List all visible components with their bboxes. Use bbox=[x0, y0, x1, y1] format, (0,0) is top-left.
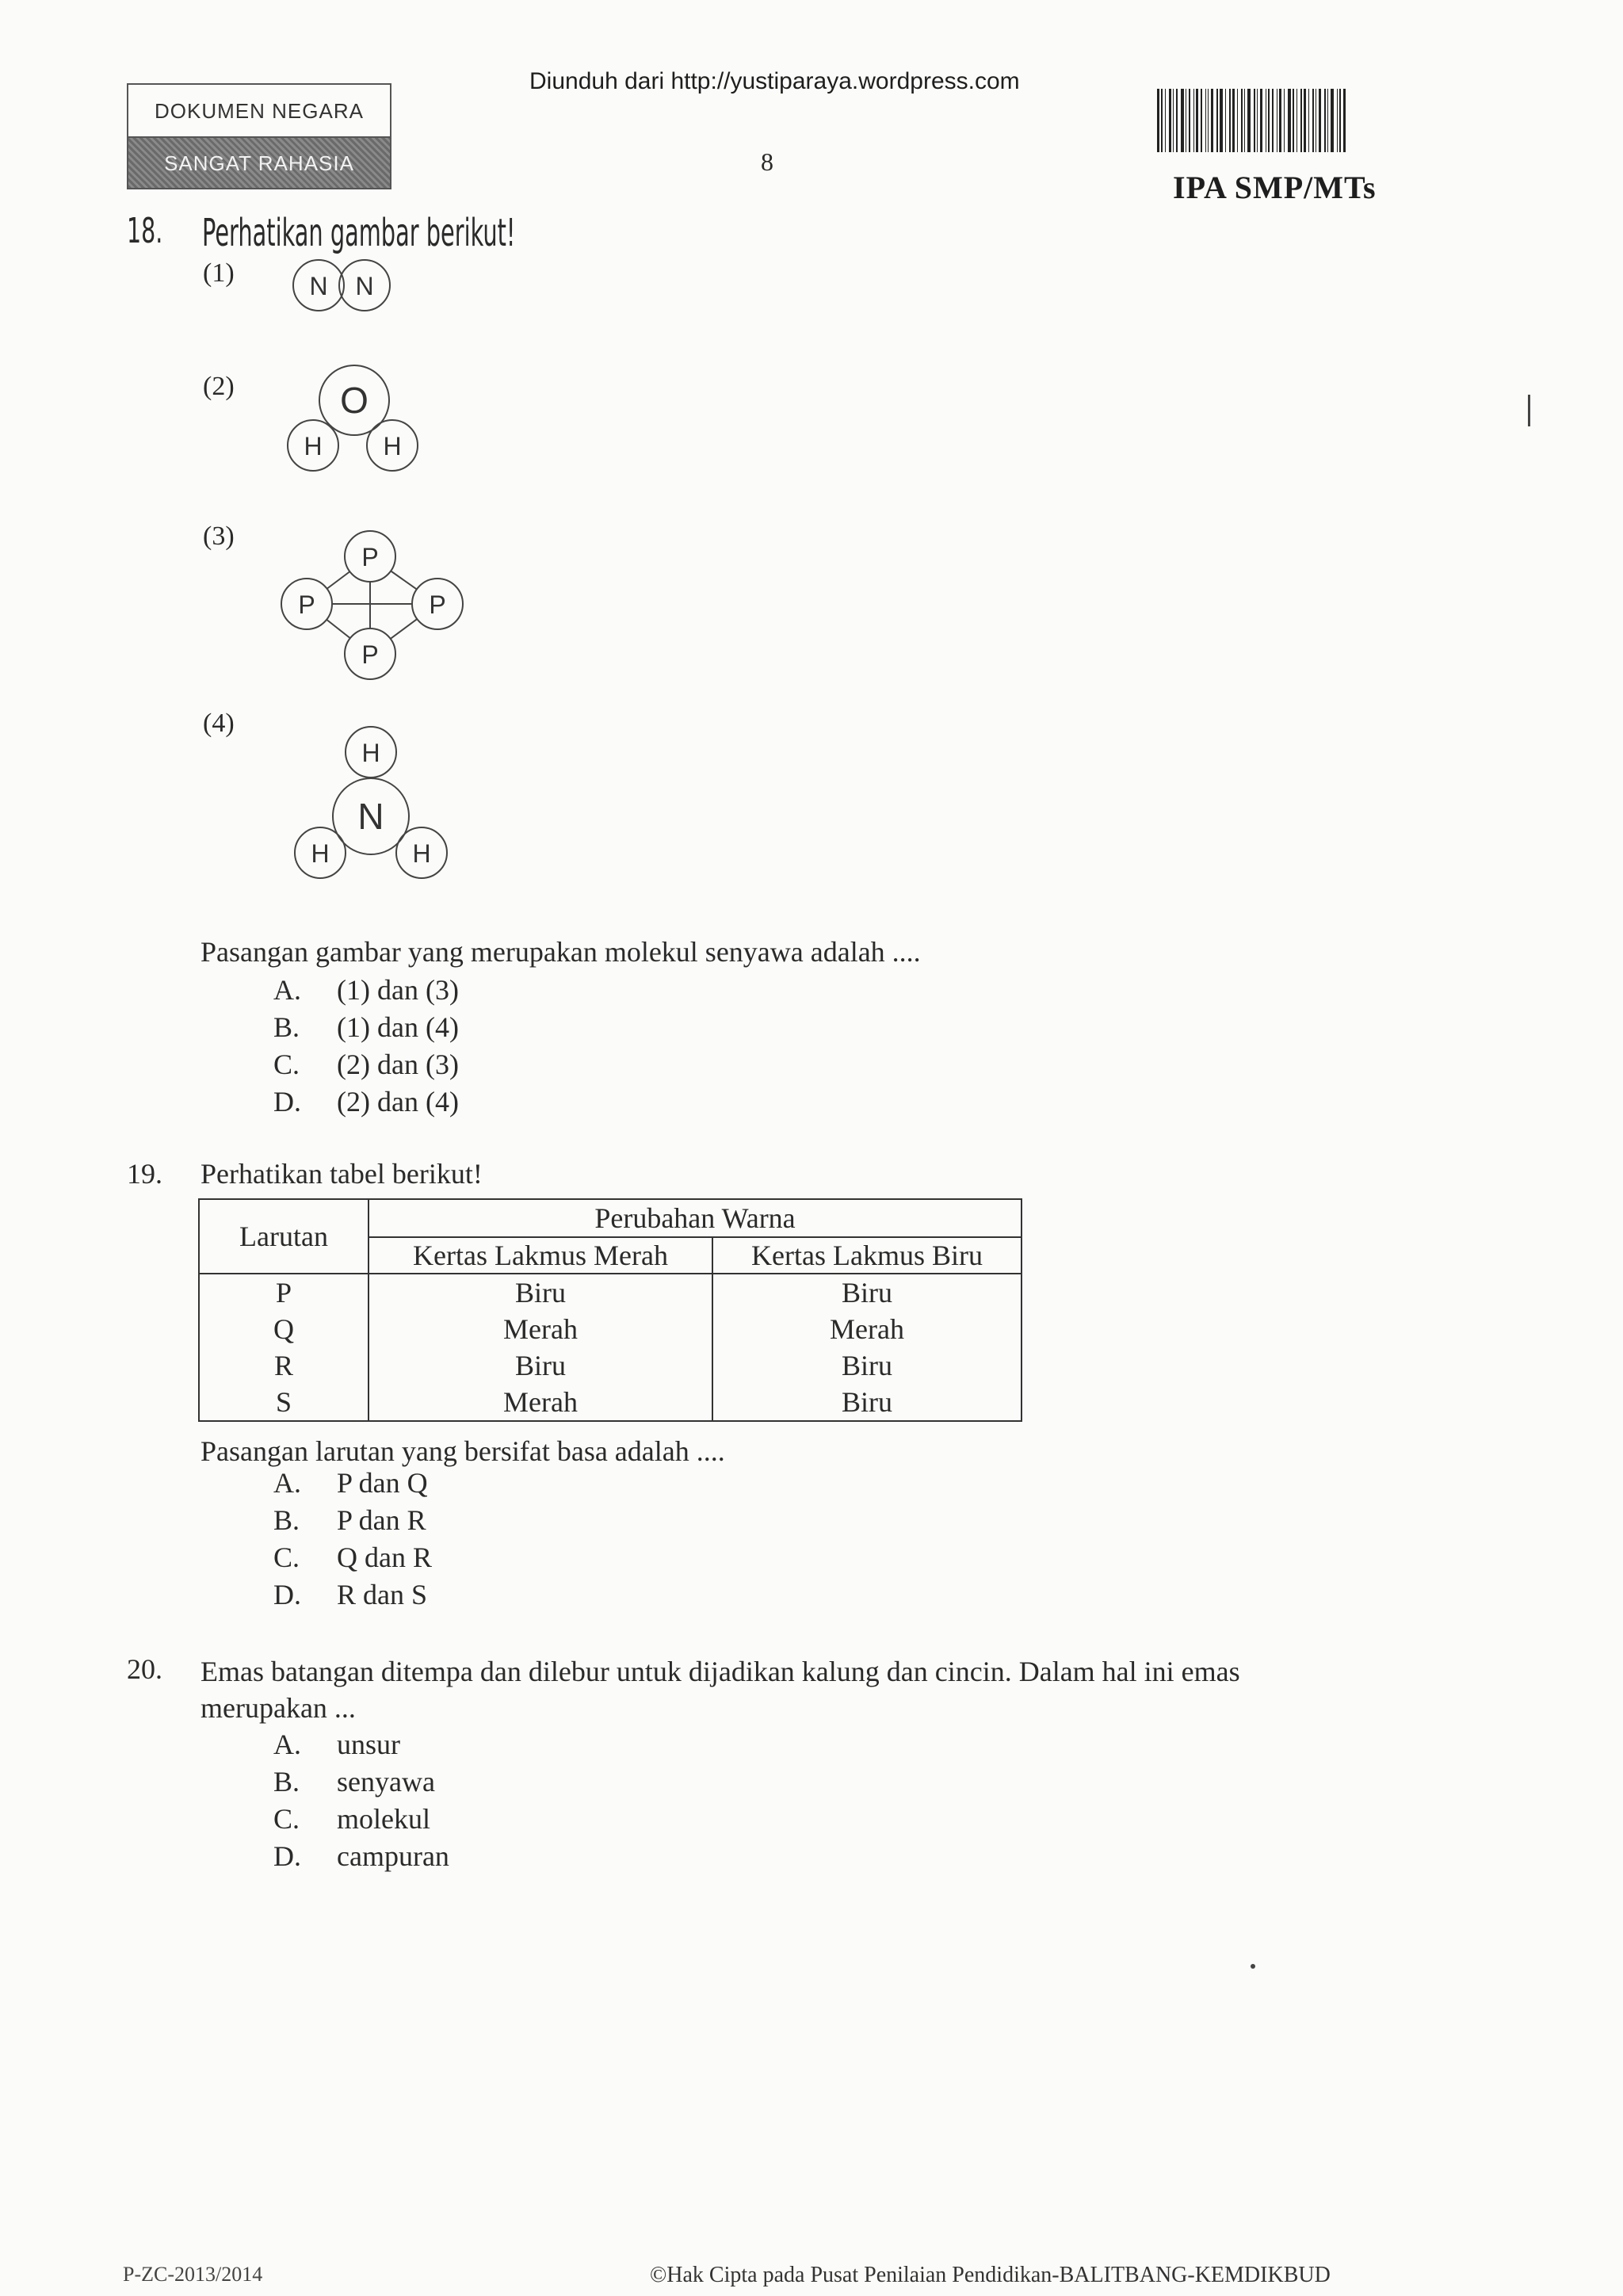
table-row bbox=[199, 1274, 1022, 1311]
barcode-bar bbox=[1165, 89, 1166, 152]
cell-biru: Biru bbox=[712, 1274, 1022, 1311]
option-letter: D. bbox=[273, 1840, 301, 1872]
barcode-bar bbox=[1327, 89, 1328, 152]
option-letter: C. bbox=[273, 1541, 300, 1573]
figure-4-label: (4) bbox=[203, 709, 235, 738]
header-larutan: Larutan bbox=[199, 1199, 369, 1274]
option-c bbox=[273, 1048, 459, 1085]
option-text: P dan R bbox=[337, 1504, 426, 1536]
barcode-bar bbox=[1284, 89, 1285, 152]
question-20-options bbox=[273, 1728, 449, 1877]
option-letter: C. bbox=[273, 1049, 300, 1080]
cell-merah: Merah bbox=[369, 1384, 712, 1421]
option-text: R dan S bbox=[337, 1579, 428, 1610]
scan-mark bbox=[1528, 395, 1530, 426]
option-b bbox=[273, 1010, 459, 1048]
option-c bbox=[273, 1541, 432, 1578]
barcode-bar bbox=[1257, 89, 1258, 152]
barcode-bar bbox=[1244, 89, 1245, 152]
question-19-options bbox=[273, 1466, 432, 1615]
barcode-bar bbox=[1169, 89, 1171, 152]
atom-label: H bbox=[304, 432, 323, 460]
cell-biru: Merah bbox=[712, 1311, 1022, 1347]
barcode-bar bbox=[1268, 89, 1270, 152]
barcode-bar bbox=[1176, 89, 1178, 152]
question-20-number: 20. bbox=[127, 1653, 162, 1685]
atom-label: P bbox=[361, 640, 379, 669]
header-lakmus-biru: Kertas Lakmus Biru bbox=[712, 1237, 1022, 1274]
option-c bbox=[273, 1802, 449, 1839]
atom-label: O bbox=[340, 380, 369, 421]
atom-label: P bbox=[361, 543, 379, 571]
option-letter: D. bbox=[273, 1579, 301, 1610]
atom-label: N bbox=[309, 272, 328, 300]
option-letter: C. bbox=[273, 1803, 300, 1835]
barcode-bar bbox=[1254, 89, 1255, 152]
option-b bbox=[273, 1765, 449, 1802]
option-letter: B. bbox=[273, 1504, 300, 1536]
figure-1-label: (1) bbox=[203, 258, 235, 288]
table-row bbox=[199, 1311, 1022, 1347]
option-letter: A. bbox=[273, 1467, 301, 1499]
option-d bbox=[273, 1578, 432, 1615]
atom-label: H bbox=[311, 839, 330, 868]
atom-label: N bbox=[355, 272, 374, 300]
footer-copyright: ©Hak Cipta pada Pusat Penilaian Pendidikan-BALITBANG-KEMDIKBUD bbox=[650, 2263, 1331, 2287]
option-text: P dan Q bbox=[337, 1467, 428, 1499]
table-row bbox=[199, 1347, 1022, 1384]
option-letter: B. bbox=[273, 1766, 300, 1797]
figure-2-molecule-diagram bbox=[281, 361, 432, 479]
option-a bbox=[273, 973, 459, 1010]
option-letter: B. bbox=[273, 1011, 300, 1043]
cell-larutan: S bbox=[199, 1384, 369, 1421]
barcode-bar bbox=[1220, 89, 1223, 152]
barcode-bar bbox=[1225, 89, 1226, 152]
barcode-bar bbox=[1205, 89, 1206, 152]
barcode-bar bbox=[1288, 89, 1291, 152]
subject-title: IPA SMP/MTs bbox=[1173, 170, 1377, 205]
cell-larutan: R bbox=[199, 1347, 369, 1384]
barcode-bar bbox=[1241, 89, 1243, 152]
question-20-line-1: Emas batangan ditempa dan dilebur untuk dijadikan kalung dan cincin. Dalam hal ini emas bbox=[200, 1656, 1240, 1687]
barcode-bar bbox=[1304, 89, 1306, 152]
atom-label: H bbox=[412, 839, 431, 868]
option-text: molekul bbox=[337, 1803, 430, 1835]
figure-4-molecule-diagram bbox=[285, 723, 456, 885]
scan-mark bbox=[1251, 1964, 1255, 1969]
option-text: Q dan R bbox=[337, 1541, 432, 1573]
barcode-bar bbox=[1312, 89, 1314, 152]
doc-label: DOKUMEN NEGARA bbox=[128, 85, 390, 138]
option-text: (1) dan (4) bbox=[337, 1011, 459, 1043]
option-letter: A. bbox=[273, 974, 301, 1006]
option-text: senyawa bbox=[337, 1766, 435, 1797]
atom-label: H bbox=[361, 739, 380, 767]
cell-larutan: Q bbox=[199, 1311, 369, 1347]
option-a bbox=[273, 1466, 432, 1503]
option-letter: A. bbox=[273, 1729, 301, 1760]
option-text: (2) dan (3) bbox=[337, 1049, 459, 1080]
header-perubahan-warna: Perubahan Warna bbox=[369, 1199, 1022, 1237]
atom-label: P bbox=[298, 590, 315, 619]
classification-label: SANGAT RAHASIA bbox=[128, 138, 390, 188]
barcode-bar bbox=[1208, 89, 1209, 152]
question-19-text: Pasangan larutan yang bersifat basa adalah .... bbox=[200, 1435, 725, 1467]
figure-3-label: (3) bbox=[203, 521, 235, 551]
question-18-options bbox=[273, 973, 459, 1122]
source-url: Diunduh dari http://yustiparaya.wordpress.com bbox=[529, 68, 1020, 94]
barcode-bar bbox=[1324, 89, 1326, 152]
header-lakmus-merah: Kertas Lakmus Merah bbox=[369, 1237, 712, 1274]
option-d bbox=[273, 1085, 459, 1122]
barcode-bar bbox=[1232, 89, 1235, 152]
barcode-bar bbox=[1237, 89, 1238, 152]
page-number: 8 bbox=[761, 147, 773, 176]
barcode-bar bbox=[1173, 89, 1174, 152]
atom-label: P bbox=[429, 590, 446, 619]
document-classification-box bbox=[127, 83, 391, 189]
barcode-bar bbox=[1193, 89, 1194, 152]
barcode-bar bbox=[1296, 89, 1297, 152]
question-19-number: 19. bbox=[127, 1158, 162, 1190]
figure-2-label: (2) bbox=[203, 372, 235, 401]
barcode-bar bbox=[1339, 89, 1341, 152]
barcode-bar bbox=[1181, 89, 1184, 152]
barcode-bar bbox=[1300, 89, 1302, 152]
question-18-number: 18. bbox=[127, 211, 163, 251]
barcode-bar bbox=[1229, 89, 1231, 152]
question-18-text: Pasangan gambar yang merupakan molekul senyawa adalah .... bbox=[200, 936, 921, 968]
option-text: unsur bbox=[337, 1729, 400, 1760]
option-d bbox=[273, 1839, 449, 1877]
option-text: (1) dan (3) bbox=[337, 974, 459, 1006]
litmus-table bbox=[198, 1198, 1022, 1422]
barcode-bar bbox=[1201, 89, 1202, 152]
option-letter: D. bbox=[273, 1086, 301, 1117]
cell-larutan: P bbox=[199, 1274, 369, 1311]
barcode-bar bbox=[1247, 89, 1251, 152]
barcode-image bbox=[1157, 89, 1419, 152]
atom-label: N bbox=[357, 796, 384, 837]
barcode-bar bbox=[1272, 89, 1274, 152]
cell-biru: Biru bbox=[712, 1384, 1022, 1421]
barcode-bar bbox=[1279, 89, 1281, 152]
barcode-bar bbox=[1293, 89, 1294, 152]
barcode-bar bbox=[1211, 89, 1213, 152]
figure-1-molecule-diagram bbox=[285, 254, 404, 317]
barcode-bar bbox=[1337, 89, 1338, 152]
table-row bbox=[199, 1384, 1022, 1421]
question-20-line-2: merupakan ... bbox=[200, 1692, 356, 1724]
barcode-bar bbox=[1161, 89, 1163, 152]
option-b bbox=[273, 1503, 432, 1541]
barcode-bar bbox=[1196, 89, 1198, 152]
option-a bbox=[273, 1728, 449, 1765]
cell-merah: Biru bbox=[369, 1274, 712, 1311]
question-19-prompt: Perhatikan tabel berikut! bbox=[200, 1158, 483, 1190]
barcode-bar bbox=[1260, 89, 1262, 152]
cell-merah: Merah bbox=[369, 1311, 712, 1347]
question-18-prompt: Perhatikan gambar berikut! bbox=[202, 211, 516, 255]
barcode-bar bbox=[1308, 89, 1309, 152]
cell-biru: Biru bbox=[712, 1347, 1022, 1384]
barcode-bar bbox=[1189, 89, 1190, 152]
option-text: campuran bbox=[337, 1840, 449, 1872]
barcode-bar bbox=[1343, 89, 1346, 152]
footer-code: P-ZC-2013/2014 bbox=[123, 2263, 263, 2286]
cell-merah: Biru bbox=[369, 1347, 712, 1384]
atom-label: H bbox=[383, 432, 402, 460]
barcode-bar bbox=[1216, 89, 1218, 152]
option-text: (2) dan (4) bbox=[337, 1086, 459, 1117]
barcode-bar bbox=[1331, 89, 1334, 152]
barcode-bar bbox=[1157, 89, 1159, 152]
figure-3-molecule-diagram bbox=[273, 527, 475, 686]
barcode-bar bbox=[1319, 89, 1321, 152]
